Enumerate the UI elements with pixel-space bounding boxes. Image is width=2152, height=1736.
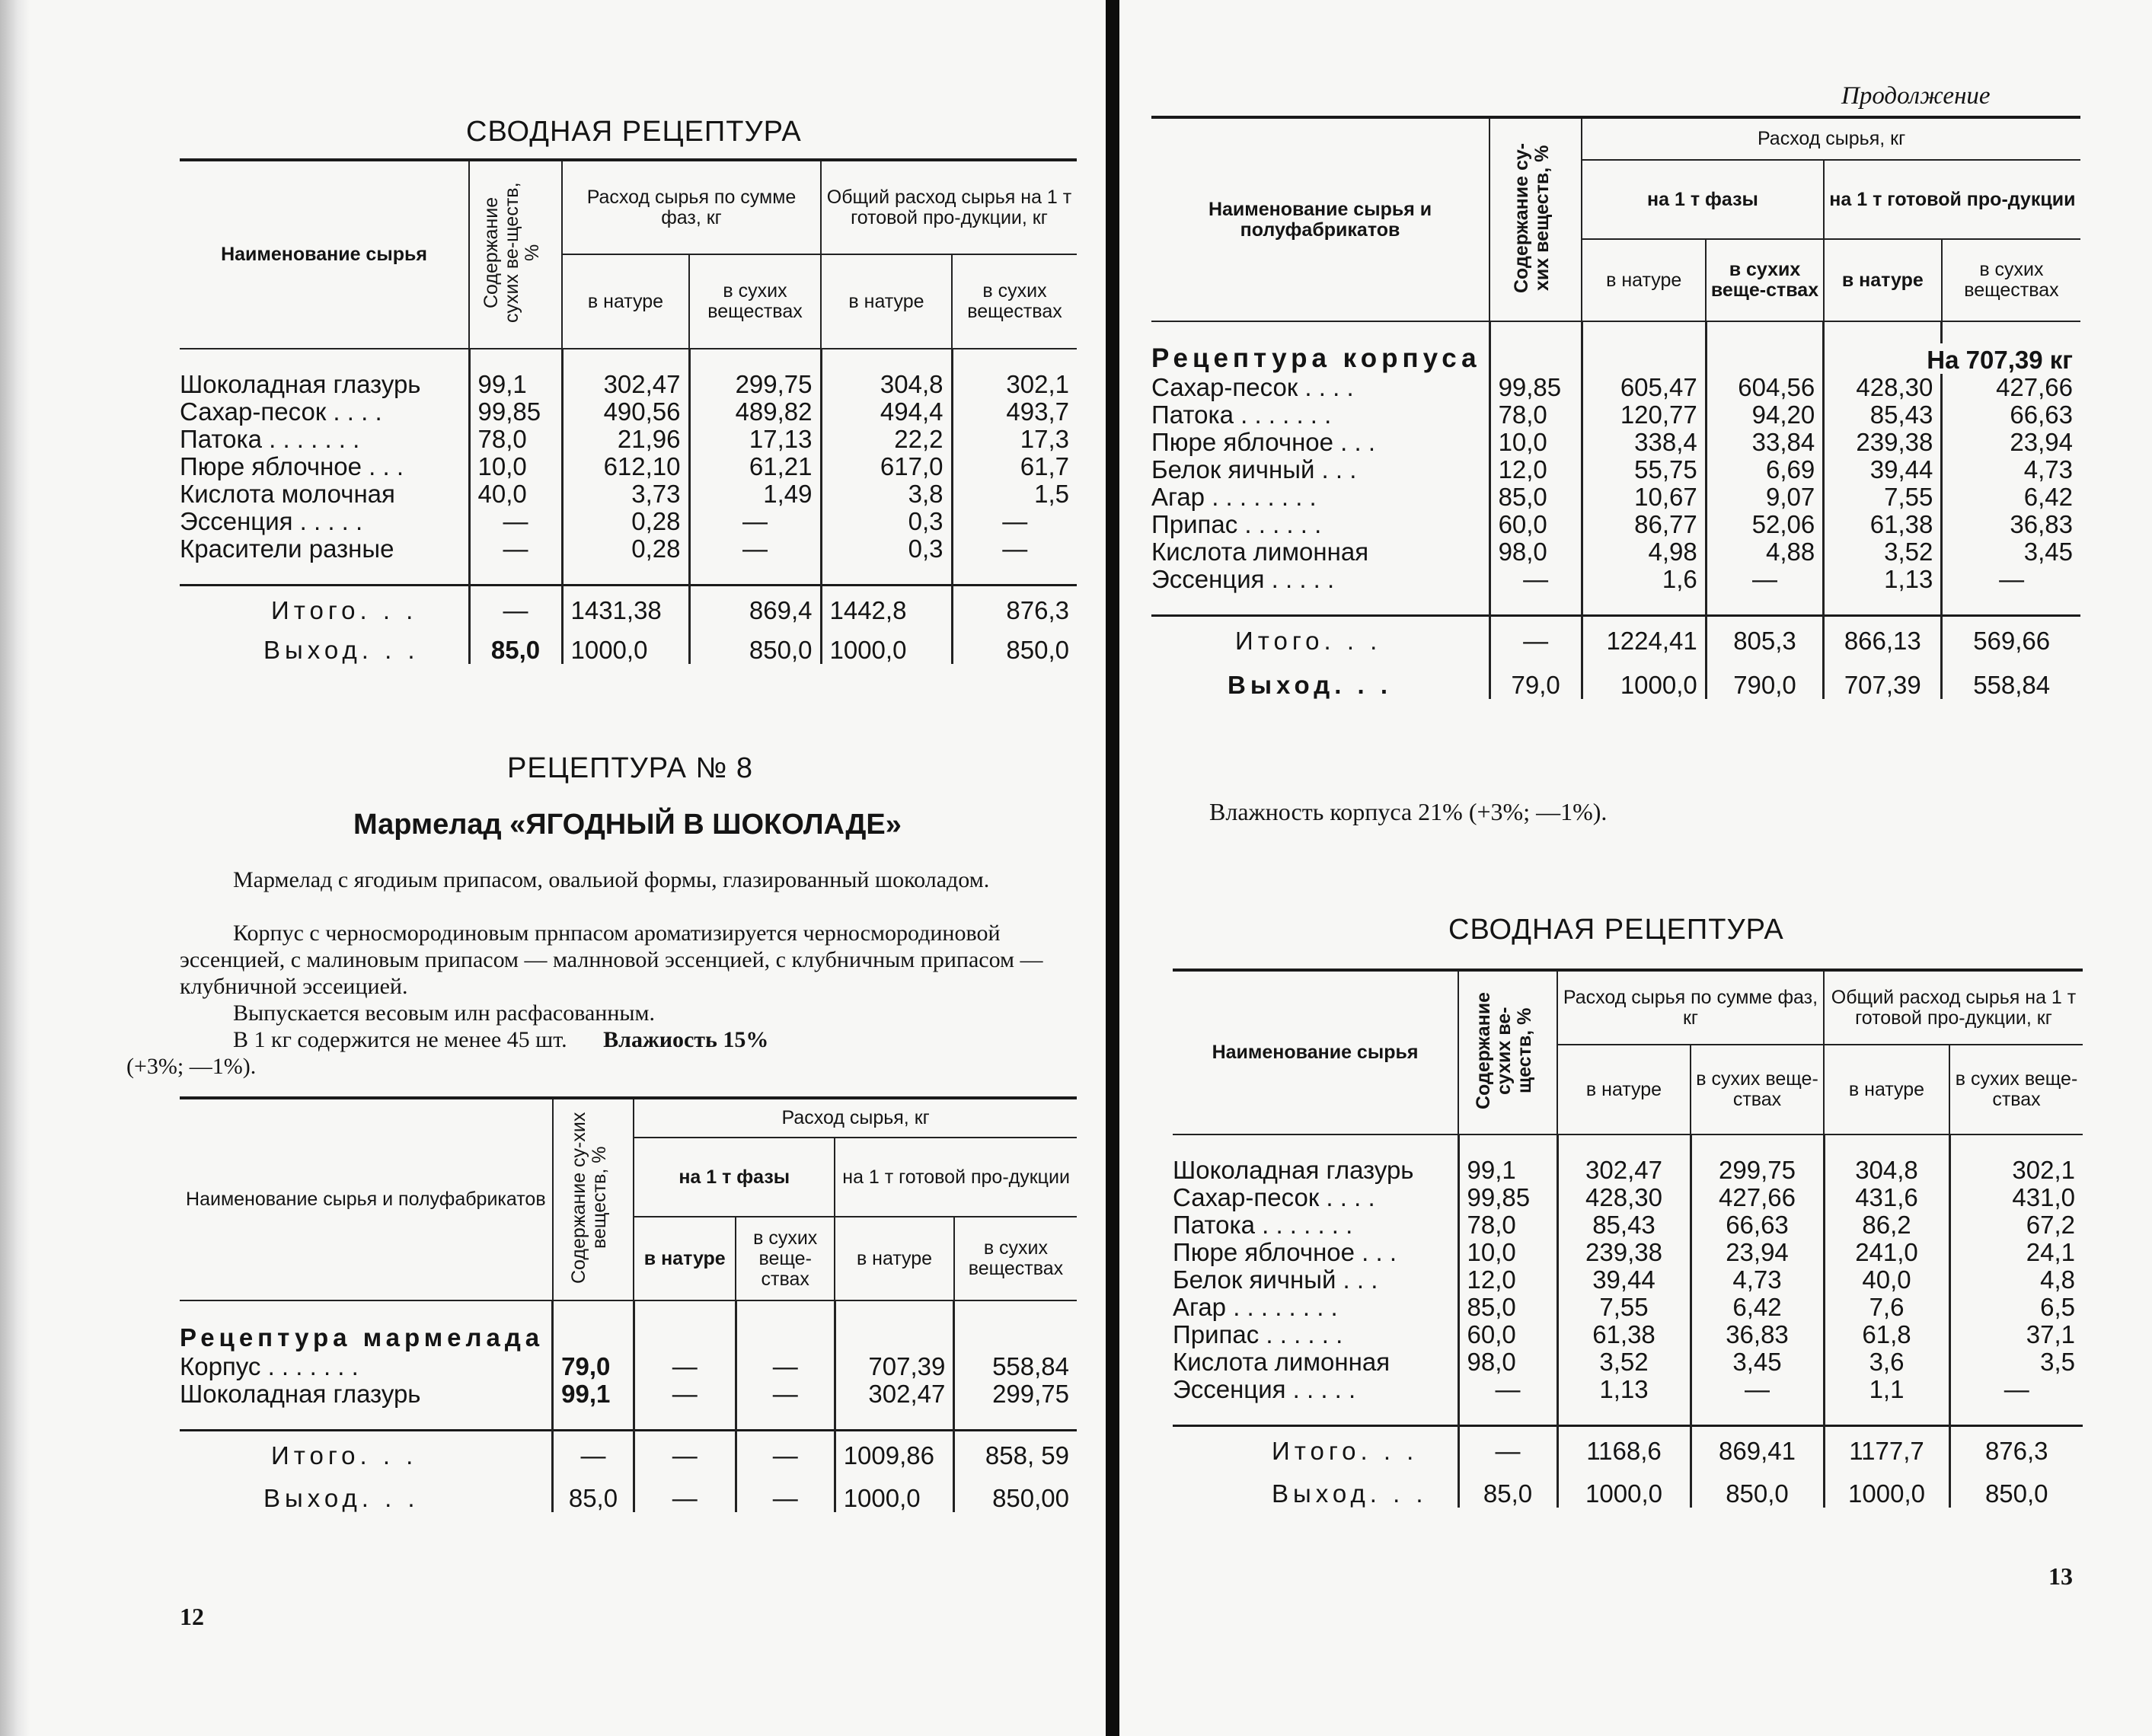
col-header-name: Наименование сырья <box>180 160 469 349</box>
table-row: Шоколадная глазурь 99,1 — — 302,47 299,75 <box>180 1380 1077 1408</box>
recipe-number: РЕЦЕПТУРА № 8 <box>507 752 753 784</box>
recipe-table-left <box>180 1096 1077 1512</box>
table-row: Агар . . . . . . . . 85,0 10,67 9,07 7,55 6,42 <box>1151 483 2080 511</box>
summary-table-right <box>1173 969 2083 1508</box>
col-header-consumption: Расход сырья, кг <box>1582 117 2080 160</box>
description-paragraph: Корпус с черносмородиновым прнпасом ароматизируется черносмородиновой эссенцией, с малиновым припасом — малнновой эссенцией, с клубничным припасом — клубничной эссеицией. <box>180 921 1043 999</box>
corpus-table <box>1151 116 2080 699</box>
table-row: Шоколадная глазурь 99,1 302,47 299,75 304,8 302,1 <box>180 371 1077 398</box>
col-header-natural: в натуре <box>821 254 952 349</box>
page-number-right: 13 <box>2048 1562 2073 1590</box>
table-row: Патока . . . . . . . 78,0 85,43 66,63 86,2 67,2 <box>1173 1211 2083 1239</box>
summary-table-left <box>180 158 1077 664</box>
col-header-dry-matter: в сухих веще-ствах <box>1691 1045 1824 1134</box>
book-gutter <box>1106 0 1119 1736</box>
corpus-humidity-note: Влажность корпуса 21% (+3%; —1%). <box>1209 798 1608 825</box>
col-header-dry: Содержание сухих ве-ществ, % <box>1458 970 1557 1134</box>
table-row: Агар . . . . . . . . 85,0 7,55 6,42 7,6 6,5 <box>1173 1294 2083 1321</box>
summary-title-left: СВОДНАЯ РЕЦЕПТУРА <box>466 116 802 148</box>
col-header-natural: в натуре <box>835 1217 954 1300</box>
output-row: Выход. . . 85,0 1000,0 850,0 1000,0 850,0 <box>1173 1465 2083 1508</box>
col-header-dry-matter: в сухих веществах <box>954 1217 1077 1300</box>
total-row: Итого. . . — 1224,41 805,3 866,13 569,66 <box>1151 616 2080 656</box>
page-number-left: 12 <box>180 1603 204 1630</box>
content-prefix: В 1 кг содержится не менее 45 шт. <box>233 1027 567 1052</box>
total-row: Итого. . . — 1431,38 869,4 1442,8 876,3 <box>180 586 1077 625</box>
page-edge <box>0 0 30 1736</box>
table-row: Патока . . . . . . . 78,0 21,96 17,13 22,2 17,3 <box>180 426 1077 453</box>
col-header-name: Наименование сырья <box>1173 970 1458 1134</box>
col-header-dry-matter: в сухих веще-ствах <box>1949 1045 2083 1134</box>
table-row: Пюре яблочное . . . 10,0 338,4 33,84 239,38 23,94 <box>1151 429 2080 456</box>
content-paragraph <box>126 1026 1072 1080</box>
table-row: Эссенция . . . . . — 1,13 — 1,1 — <box>1173 1376 2083 1403</box>
table-row: Патока . . . . . . . 78,0 120,77 94,20 85,43 66,63 <box>1151 401 2080 429</box>
table-row: Кислота лимонная 98,0 4,98 4,88 3,52 3,45 <box>1151 538 2080 566</box>
corpus-subhead: Рецептура корпуса <box>1151 343 1481 373</box>
col-header-dry: Содержание сухих ве-ществ, % <box>469 160 562 349</box>
col-header-name: Наименование сырья и полуфабрикатов <box>180 1098 553 1300</box>
table-row: Сахар-песок . . . . 99,85 490,56 489,82 494,4 493,7 <box>180 398 1077 426</box>
col-header-per-phase: на 1 т фазы <box>1582 160 1824 239</box>
table-row: Красители разные — 0,28 — 0,3 — <box>180 535 1077 563</box>
subhead-row <box>1151 343 2080 374</box>
right-page <box>1119 0 2152 1736</box>
total-row: Итого. . . — 1168,6 869,41 1177,7 876,3 <box>1173 1426 2083 1466</box>
recipe-subhead: Рецептура мармелада <box>180 1323 544 1351</box>
col-header-dry-matter: в сухих веще-ствах <box>736 1217 835 1300</box>
col-header-per-phase: на 1 т фазы <box>634 1138 835 1217</box>
col-header-phase-sum: Расход сырья по сумме фаз, кг <box>562 160 821 254</box>
col-header-dry-matter: в сухих веществах <box>689 254 821 349</box>
table-row: Белок яичный . . . 12,0 55,75 6,69 39,44 4,73 <box>1151 456 2080 483</box>
col-header-per-product: на 1 т готовой про-дукции <box>1824 160 2080 239</box>
col-header-natural: в натуре <box>1582 239 1706 321</box>
table-row: Шоколадная глазурь 99,1 302,47 299,75 304,8 302,1 <box>1173 1157 2083 1184</box>
col-header-dry-matter: в сухих веществах <box>952 254 1077 349</box>
col-header-natural: в натуре <box>634 1217 736 1300</box>
output-row: Выход. . . 85,0 — — 1000,0 850,00 <box>180 1470 1077 1512</box>
table-row: Корпус . . . . . . . 79,0 — — 707,39 558,84 <box>180 1353 1077 1380</box>
col-header-consumption: Расход сырья, кг <box>634 1098 1077 1138</box>
col-header-dry-matter: в сухих веще-ствах <box>1706 239 1823 321</box>
col-header-natural: в натуре <box>562 254 689 349</box>
col-header-dry: Содержание су-хих веществ, % <box>553 1098 634 1300</box>
table-row: Пюре яблочное . . . 10,0 612,10 61,21 617,0 61,7 <box>180 453 1077 480</box>
table-row: Эссенция . . . . . — 0,28 — 0,3 — <box>180 508 1077 535</box>
summary-title-right: СВОДНАЯ РЕЦЕПТУРА <box>1448 914 1784 946</box>
col-header-total: Общий расход сырья на 1 т готовой про-дукции, кг <box>1824 970 2083 1045</box>
col-header-natural: в натуре <box>1557 1045 1691 1134</box>
humidity-value: Влажиость 15% <box>603 1027 769 1052</box>
col-header-dry: Содержание су-хих веществ, % <box>1489 117 1582 321</box>
subhead-row <box>180 1323 1077 1353</box>
continuation-label: Продолжение <box>1841 82 1991 110</box>
table-row: Белок яичный . . . 12,0 39,44 4,73 40,0 4,8 <box>1173 1266 2083 1294</box>
table-row: Сахар-песок . . . . 99,85 605,47 604,56 428,30 427,66 <box>1151 374 2080 401</box>
table-row: Кислота молочная 40,0 3,73 1,49 3,8 1,5 <box>180 480 1077 508</box>
col-header-name: Наименование сырья и полуфабрикатов <box>1151 117 1489 321</box>
humidity-tolerance: (+3%; —1%). <box>126 1054 257 1079</box>
description-paragraph: Мармелад с ягодиым припасом, овальиой формы, глазированный шоколадом. <box>233 867 990 892</box>
table-row: Пюре яблочное . . . 10,0 239,38 23,94 241,0 24,1 <box>1173 1239 2083 1266</box>
table-row: Кислота лимонная 98,0 3,52 3,45 3,6 3,5 <box>1173 1348 2083 1376</box>
product-title: Мармелад «ЯГОДНЫЙ В ШОКОЛАДЕ» <box>353 809 902 841</box>
corpus-batch-label: На 707,39 кг <box>1824 343 2080 374</box>
col-header-phase-sum: Расход сырья по сумме фаз, кг <box>1557 970 1824 1045</box>
output-row: Выход. . . 79,0 1000,0 790,0 707,39 558,84 <box>1151 655 2080 699</box>
col-header-per-product: на 1 т готовой про-дукции <box>835 1138 1077 1217</box>
table-row: Припас . . . . . . 60,0 61,38 36,83 61,8 37,1 <box>1173 1321 2083 1348</box>
col-header-natural: в натуре <box>1824 239 1942 321</box>
table-row: Сахар-песок . . . . 99,85 428,30 427,66 431,6 431,0 <box>1173 1184 2083 1211</box>
total-row: Итого. . . — — — 1009,86 858, 59 <box>180 1431 1077 1470</box>
col-header-total: Общий расход сырья на 1 т готовой про-дукции, кг <box>821 160 1077 254</box>
table-row: Припас . . . . . . 60,0 86,77 52,06 61,38 36,83 <box>1151 511 2080 538</box>
description-paragraph: Выпускается весовым илн расфасованным. <box>233 1000 656 1026</box>
col-header-dry-matter: в сухих веществах <box>1942 239 2080 321</box>
col-header-natural: в натуре <box>1824 1045 1949 1134</box>
output-row: Выход. . . 85,0 1000,0 850,0 1000,0 850,0 <box>180 624 1077 664</box>
table-row: Эссенция . . . . . — 1,6 — 1,13 — <box>1151 566 2080 593</box>
